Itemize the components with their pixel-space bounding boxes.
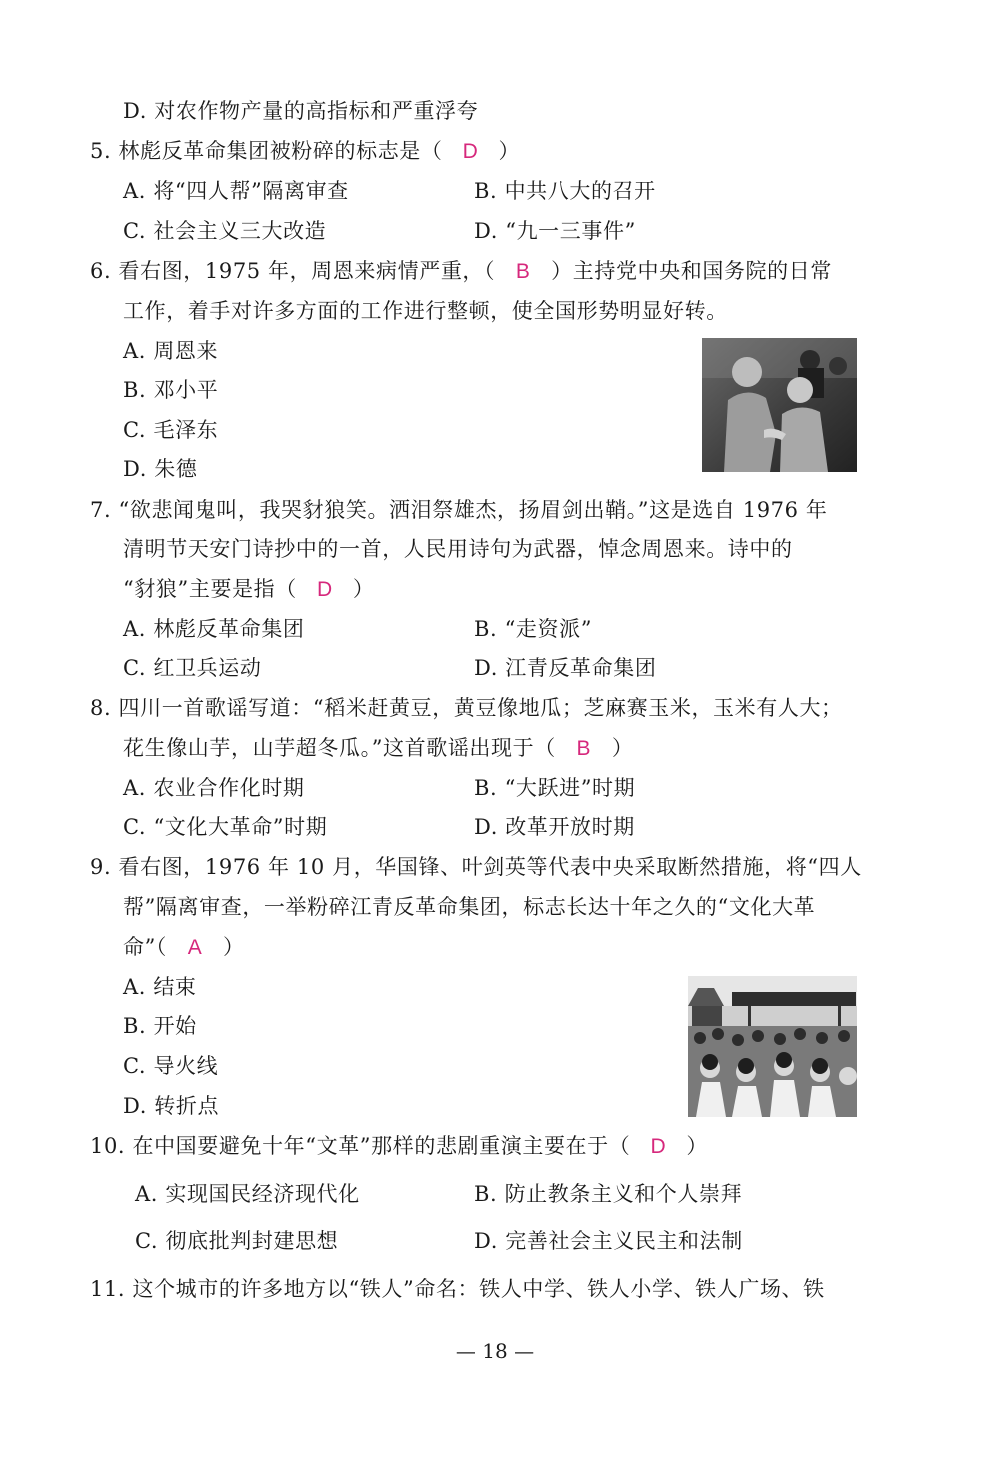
q9-option-d: D. 转折点 bbox=[123, 1094, 220, 1118]
q6-stem-line2: 工作，着手对许多方面的工作进行整顿，使全国形势明显好转。 bbox=[123, 299, 728, 323]
q9-photo-crowd bbox=[688, 976, 857, 1117]
q7-stem-line2: 清明节天安门诗抄中的一首，人民用诗句为武器，悼念周恩来。诗中的 bbox=[123, 537, 793, 561]
q5-stem-close: ） bbox=[498, 139, 521, 163]
q6-stem-text: 6. 看右图，1975 年，周恩来病情严重，（ bbox=[90, 259, 496, 283]
q7-stem-text: “豺狼”主要是指（ bbox=[123, 577, 297, 601]
q5-option-c: C. 社会主义三大改造 bbox=[123, 219, 327, 243]
q9-option-c: C. 导火线 bbox=[123, 1054, 219, 1078]
q8-option-c: C. “文化大革命”时期 bbox=[123, 815, 328, 839]
q7-option-a: A. 林彪反革命集团 bbox=[123, 617, 305, 641]
q9-answer: A bbox=[187, 936, 203, 959]
q5-option-d: D. “九一三事件” bbox=[474, 219, 636, 243]
crowd-photo-graphic bbox=[688, 976, 857, 1117]
q9-stem-line2: 帮”隔离审查，一举粉碎江青反革命集团，标志长达十年之久的“文化大革 bbox=[123, 895, 816, 919]
q9-stem-text: 命”（ bbox=[123, 935, 168, 959]
q7-option-d: D. 江青反革命集团 bbox=[474, 656, 657, 680]
q6-option-c: C. 毛泽东 bbox=[123, 418, 219, 442]
q10-option-d: D. 完善社会主义民主和法制 bbox=[474, 1229, 743, 1253]
q6-photo-handshake bbox=[702, 338, 857, 472]
q8-option-d: D. 改革开放时期 bbox=[474, 815, 635, 839]
q6-answer: B bbox=[515, 260, 531, 283]
q5-option-b: B. 中共八大的召开 bbox=[474, 179, 656, 203]
q9-option-b: B. 开始 bbox=[123, 1014, 197, 1038]
q9-stem-line1: 9. 看右图，1976 年 10 月，华国锋、叶剑英等代表中央采取断然措施，将“四人 bbox=[90, 855, 862, 879]
q9-stem-line3 bbox=[123, 932, 245, 963]
q7-stem-close: ） bbox=[352, 577, 375, 601]
q9-stem-close: ） bbox=[223, 935, 245, 959]
q8-stem-close: ） bbox=[611, 736, 634, 760]
q6-stem-rest: ）主持党中央和国务院的日常 bbox=[551, 259, 832, 283]
q8-option-a: A. 农业合作化时期 bbox=[123, 776, 305, 800]
q5-stem bbox=[90, 136, 520, 167]
q10-option-c: C. 彻底批判封建思想 bbox=[135, 1229, 339, 1253]
q10-answer: D bbox=[650, 1135, 667, 1158]
q5-option-a: A. 将“四人帮”隔离审查 bbox=[123, 179, 349, 203]
q8-stem-line2 bbox=[123, 733, 633, 764]
q10-option-a: A. 实现国民经济现代化 bbox=[135, 1182, 360, 1206]
q10-stem bbox=[90, 1131, 708, 1162]
q7-option-c: C. 红卫兵运动 bbox=[123, 656, 262, 680]
q5-stem-text: 5. 林彪反革命集团被粉碎的标志是（ bbox=[90, 139, 443, 163]
q6-option-d: D. 朱德 bbox=[123, 457, 198, 481]
q6-option-a: A. 周恩来 bbox=[123, 339, 219, 363]
q5-answer: D bbox=[462, 140, 479, 163]
q8-answer: B bbox=[576, 737, 592, 760]
q7-stem-line1: 7. “欲悲闻鬼叫，我哭豺狼笑。洒泪祭雄杰，扬眉剑出鞘。”这是选自 1976 年 bbox=[90, 498, 828, 522]
q8-stem-text: 花生像山芋，山芋超冬瓜。”这首歌谣出现于（ bbox=[123, 736, 556, 760]
q7-option-b: B. “走资派” bbox=[474, 617, 593, 641]
q8-stem-line1: 8. 四川一首歌谣写道：“稻米赶黄豆，黄豆像地瓜；芝麻赛玉米，玉米有人大； bbox=[90, 696, 843, 720]
q7-answer: D bbox=[316, 578, 333, 601]
q6-option-b: B. 邓小平 bbox=[123, 378, 219, 402]
q7-stem-line3 bbox=[123, 574, 374, 605]
page-number: — 18 — bbox=[455, 1339, 535, 1363]
q10-option-b: B. 防止教条主义和个人崇拜 bbox=[474, 1182, 743, 1206]
q8-option-b: B. “大跃进”时期 bbox=[474, 776, 636, 800]
q6-stem bbox=[90, 256, 832, 287]
q9-option-a: A. 结束 bbox=[123, 975, 197, 999]
q10-stem-close: ） bbox=[686, 1134, 708, 1158]
handshake-photo-graphic bbox=[702, 338, 857, 472]
q4-option-d: D. 对农作物产量的高指标和严重浮夸 bbox=[123, 99, 479, 123]
q11-stem-line1: 11. 这个城市的许多地方以“铁人”命名：铁人中学、铁人小学、铁人广场、铁 bbox=[90, 1277, 825, 1301]
q10-stem-text: 10. 在中国要避免十年“文革”那样的悲剧重演主要在于（ bbox=[90, 1134, 631, 1158]
